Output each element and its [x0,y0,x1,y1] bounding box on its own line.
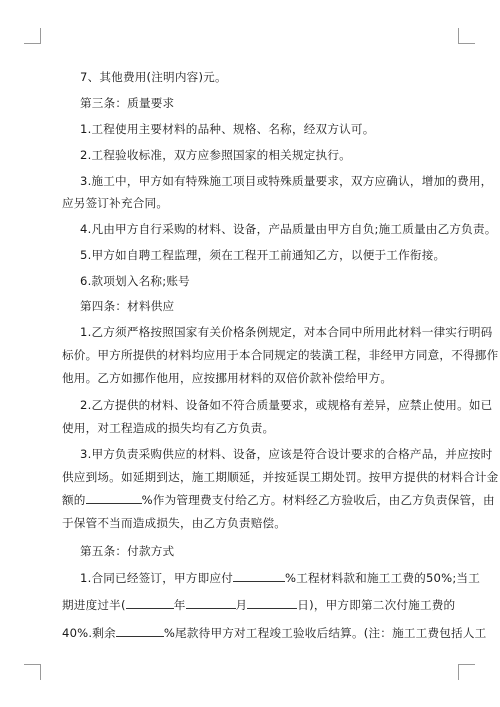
fill-in-blank [86,492,142,504]
paragraph-line: 标价。甲方所提供的材料均应用于本合同规定的装潢工程，非经甲方同意，不得挪作 [62,348,499,362]
paragraph-line: 3.甲方负责采购供应的材料、设备，应该是符合设计要求的合格产品，并应按时 [80,447,493,461]
fill-in-blank-day [247,597,297,609]
fill-in-blank [116,625,164,637]
paragraph-line: 6.款项划入名称;账号 [80,274,190,288]
text-segment: 月 [235,598,248,612]
text-segment: 40%.剩余 [62,626,116,640]
text-segment: 额的 [62,493,86,507]
text-segment: %尾款待甲方对工程竣工验收后结算。(注：施工工费包括人工 [163,626,487,640]
text-segment: 日)，甲方即第二次付施工费的 [297,598,456,612]
paragraph-line: 4.凡由甲方自行采购的材料、设备，产品质量由甲方自负;施工质量由乙方负责。 [80,222,497,236]
text-segment: %工程材料款和施工工费的50%;当工 [285,571,481,585]
paragraph-line-with-blanks [62,597,455,613]
section-heading-materials: 第四条：材料供应 [80,299,175,313]
fill-in-blank [233,570,285,582]
paragraph-line: 2.乙方提供的材料、设备如不符合质量要求，或规格有差异，应禁止使用。如已 [80,398,493,412]
paragraph-line: 2.工程验收标准，双方应参照国家的相关规定执行。 [80,148,351,162]
fill-in-blank-month [186,597,236,609]
paragraph-line: 5.甲方如自聘工程监理，须在工程开工前通知乙方，以便于工作衔接。 [80,248,446,262]
paragraph-line: 于保管不当而造成损失，由乙方负责赔偿。 [62,516,287,530]
paragraph-line-with-blank [62,492,495,508]
text-segment: 1.合同已经签订，甲方即应付 [80,571,233,585]
paragraph-line: 1.乙方须严格按照国家有关价格条例规定，对本合同中所用此材料一律实行明码 [80,325,493,339]
section-heading-quality: 第三条：质量要求 [80,96,175,110]
text-segment: %作为管理费支付给乙方。材料经乙方验收后，由乙方负责保管，由 [141,493,495,507]
paragraph-line-with-blank [80,570,480,586]
paragraph-line: 3.施工中，甲方如有特殊施工项目或特殊质量要求，双方应确认，增加的费用， [80,174,493,188]
paragraph-line: 1.工程使用主要材料的品种、规格、名称，经双方认可。 [80,122,375,136]
paragraph-line-with-blank [62,625,486,641]
text-segment: 年 [173,598,186,612]
paragraph-line: 他用。乙方如挪作他用，应按挪用材料的双倍价款补偿给甲方。 [62,371,393,385]
paragraph-line: 使用，对工程造成的损失均有乙方负责。 [62,421,275,435]
fill-in-blank-year [126,597,174,609]
paragraph-line: 应另签订补充合同。 [62,196,169,210]
item-other-fees: 7、其他费用(注明内容)元。 [80,70,227,84]
section-heading-payment: 第五条：付款方式 [80,544,175,558]
paragraph-line: 供应到场。如延期到达，施工期顺延，并按延误工期处罚。按甲方提供的材料合计金 [62,470,499,484]
text-segment: 期进度过半( [62,598,126,612]
